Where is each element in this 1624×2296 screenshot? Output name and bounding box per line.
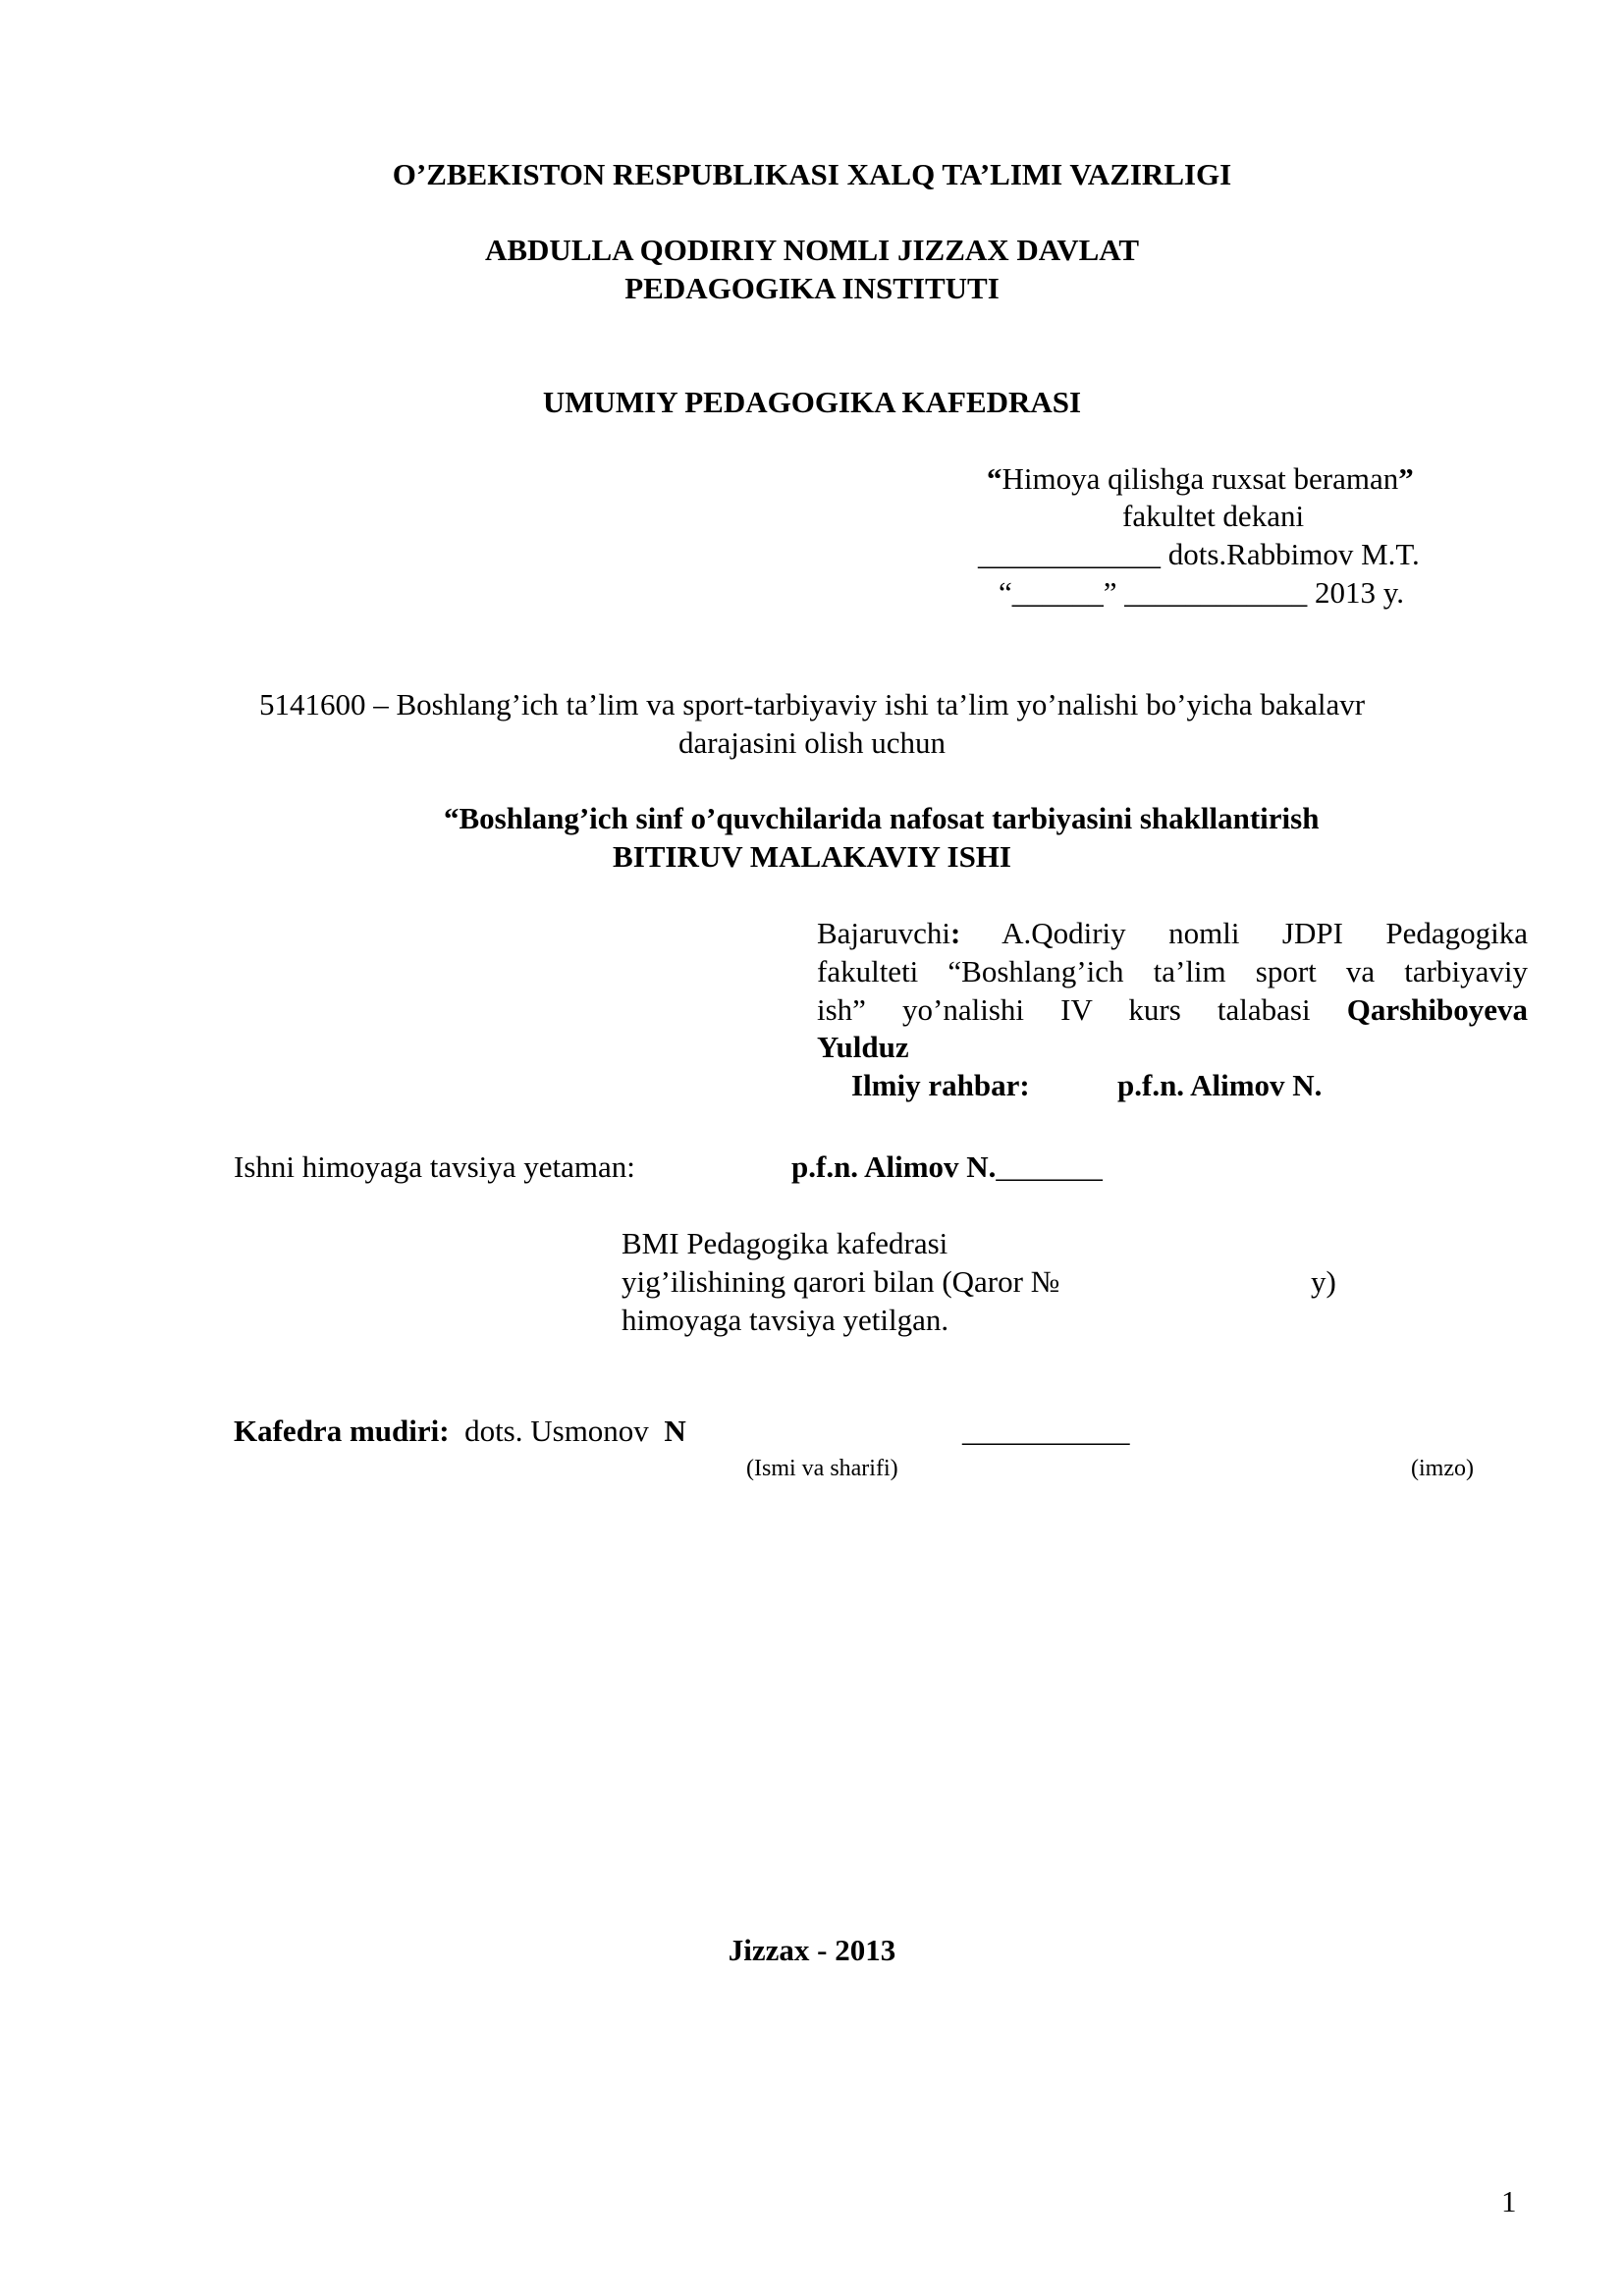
executor-line3: [817, 990, 1528, 1029]
bmi-line3: himoyaga tavsiya yetilgan.: [622, 1303, 949, 1337]
bmi-line2: yig’ilishining qarori bilan (Qaror №: [622, 1264, 1060, 1299]
supervisor-name: p.f.n. Alimov N.: [1117, 1068, 1323, 1102]
thesis-type: BITIRUV MALAKAVIY ISHI: [613, 839, 1011, 874]
approval-phrase-text: Himoya qilishga ruxsat beraman: [1001, 461, 1399, 496]
head-of-department: [234, 1413, 686, 1450]
executor-line1: [817, 914, 1528, 952]
executor-name-part2: Yulduz: [817, 1030, 909, 1064]
approval-close-quote: ”: [1398, 461, 1414, 496]
program-line1: 5141600 – Boshlang’ich ta’lim va sport-tarbiyaviy ishi ta’lim yo’nalishi bo’yicha bakalavr: [258, 687, 1366, 721]
institute-title-line2: PEDAGOGIKA INSTITUTI: [624, 271, 1000, 305]
recommendation-blank: _______: [996, 1149, 1103, 1184]
page-number: 1: [1501, 2184, 1517, 2218]
bmi-line2-end: y): [1311, 1264, 1336, 1299]
approval-signature: [978, 536, 1420, 573]
approval-signer: dots.Rabbimov M.T.: [1167, 537, 1420, 571]
program-line2: darajasini olish uchun: [677, 725, 947, 760]
head-label: Kafedra mudiri:: [234, 1414, 450, 1448]
recommendation-label: Ishni himoyaga tavsiya yetaman:: [234, 1149, 635, 1184]
approval-date: “______” ____________ 2013 y.: [999, 575, 1405, 610]
head-sign-blank: ___________: [962, 1414, 1130, 1448]
executor-colon: :: [950, 916, 961, 950]
approval-open-quote: “: [987, 461, 1002, 496]
department-title: UMUMIY PEDAGOGIKA KAFEDRASI: [542, 385, 1082, 419]
caption-sign: (imzo): [1411, 1456, 1474, 1481]
approval-sign-blank: ____________: [978, 537, 1161, 571]
caption-name: (Ismi va sharifi): [746, 1456, 898, 1481]
approval-position: fakultet dekani: [1122, 499, 1305, 533]
bmi-line1: BMI Pedagogika kafedrasi: [622, 1226, 948, 1260]
executor-label: Bajaruvchi: [817, 916, 951, 950]
institute-title-line1: ABDULLA QODIRIY NOMLI JIZZAX DAVLAT: [484, 233, 1140, 267]
recommendation-signature: [791, 1148, 1103, 1186]
head-initial: N: [664, 1414, 686, 1448]
executor-line3-text: ish” yo’nalishi IV kurs talabasi: [817, 992, 1311, 1027]
executor-name-part1: Qarshiboyeva: [1346, 992, 1529, 1027]
executor-line1-rest: A.Qodiriy nomli JDPI Pedagogika: [1001, 916, 1528, 950]
approval-phrase: [987, 460, 1414, 498]
executor-line2: fakulteti “Boshlang’ich ta’lim sport va tarbiyaviy: [817, 954, 1528, 988]
head-name: dots. Usmonov: [464, 1414, 649, 1448]
city-year: Jizzax - 2013: [728, 1933, 896, 1967]
thesis-title: “Boshlang’ich sinf o’quvchilarida nafosat tarbiyasini shakllantirish: [444, 801, 1320, 835]
ministry-title: O’ZBEKISTON RESPUBLIKASI XALQ TA’LIMI VAZIRLIGI: [392, 157, 1232, 191]
recommendation-name: p.f.n. Alimov N.: [791, 1149, 997, 1184]
supervisor-label: Ilmiy rahbar:: [851, 1068, 1030, 1102]
